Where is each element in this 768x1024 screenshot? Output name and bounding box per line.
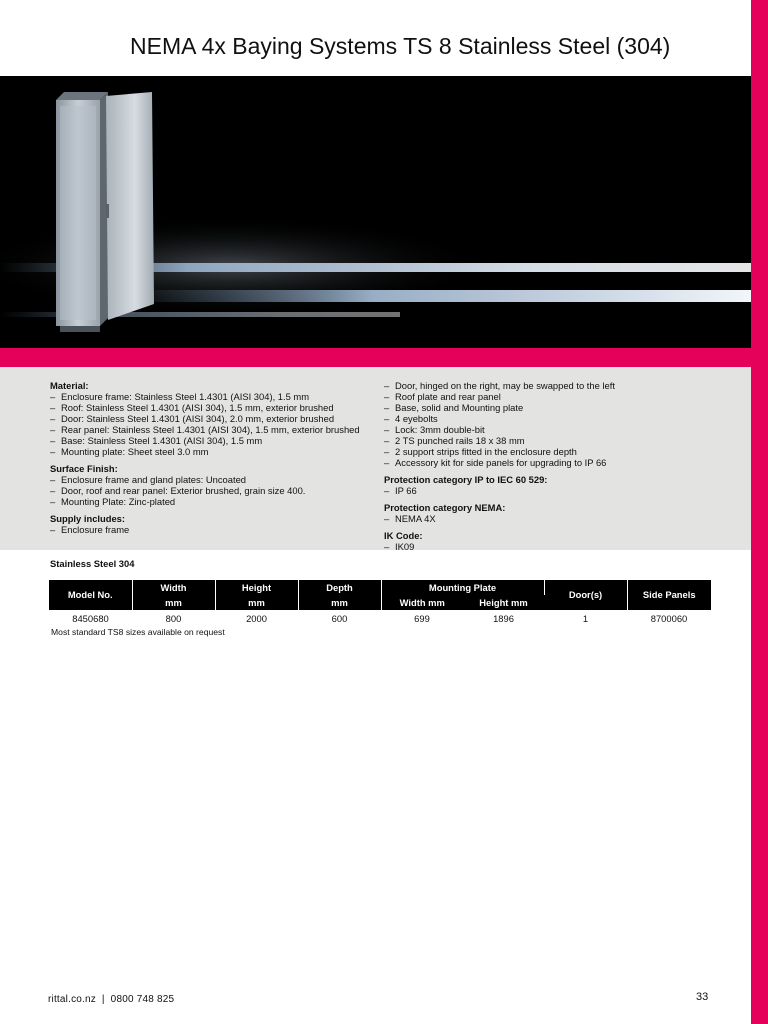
cell-width: 800 [165, 612, 182, 624]
header-depth: Depth [298, 580, 381, 595]
header-mounting-plate: Mounting Plate [381, 580, 544, 595]
list-item: – Roof plate and rear panel [384, 391, 734, 402]
specs-right-column [384, 380, 734, 552]
material-title: Material: [50, 380, 89, 391]
accent-stripe [0, 348, 751, 367]
list-item: – Mounting Plate: Zinc-plated [50, 496, 370, 507]
supply-list-part1 [50, 524, 370, 535]
list-item: – Mounting plate: Sheet steel 3.0 mm [50, 446, 370, 457]
protection-nema-list [384, 513, 734, 524]
list-item: – Base, solid and Mounting plate [384, 402, 734, 413]
list-item: – IP 66 [384, 485, 734, 496]
list-item: – Accessory kit for side panels for upgrading to IP 66 [384, 457, 734, 468]
protection-ip-title: Protection category IP to IEC 60 529: [384, 474, 548, 485]
material-list [50, 391, 370, 457]
supply-list-part2 [384, 380, 734, 468]
header-height-unit: mm [215, 595, 298, 610]
list-item: – Enclosure frame [50, 524, 370, 535]
list-item: – 2 support strips fitted in the enclosure depth [384, 446, 734, 457]
header-width-unit: mm [132, 595, 215, 610]
surface-finish-title: Surface Finish: [50, 463, 118, 474]
stainless-steel-enclosure-photo [0, 76, 751, 348]
header-model: Model No. [49, 580, 132, 610]
supply-includes-title: Supply includes: [50, 513, 126, 524]
list-item: – Lock: 3mm double-bit [384, 424, 734, 435]
table-note: Most standard TS8 sizes available on request [51, 627, 225, 637]
product-table [49, 580, 711, 626]
list-item: – Enclosure frame: Stainless Steel 1.4301 (AISI 304), 1.5 mm [50, 391, 370, 402]
header-doors: Door(s) [544, 580, 627, 610]
list-item: – Enclosure frame and gland plates: Uncoated [50, 474, 370, 485]
cell-mp-width: 699 [414, 612, 430, 624]
ik-code-list [384, 541, 734, 552]
list-item: – 4 eyebolts [384, 413, 734, 424]
header-width: Width [132, 580, 215, 595]
table-row [49, 610, 711, 626]
list-item: – 2 TS punched rails 18 x 38 mm [384, 435, 734, 446]
cell-mp-height: 1896 [493, 612, 514, 624]
header-mp-height: Height mm [463, 595, 544, 610]
list-item: – Door, roof and rear panel: Exterior brushed, grain size 400. [50, 485, 370, 496]
list-item: – Roof: Stainless Steel 1.4301 (AISI 304), 1.5 mm, exterior brushed [50, 402, 370, 413]
ik-code-title: IK Code: [384, 530, 423, 541]
header-height: Height [215, 580, 298, 595]
page-title: NEMA 4x Baying Systems TS 8 Stainless Steel (304) [130, 33, 671, 59]
cell-depth: 600 [331, 612, 348, 624]
header-depth-unit: mm [298, 595, 381, 610]
list-item: – Door: Stainless Steel 1.4301 (AISI 304), 2.0 mm, exterior brushed [50, 413, 370, 424]
list-item: – Rear panel: Stainless Steel 1.4301 (AISI 304), 1.5 mm, exterior brushed [50, 424, 370, 435]
list-item: – Door, hinged on the right, may be swapped to the left [384, 380, 734, 391]
cell-doors: 1 [582, 612, 589, 624]
list-item: – Base: Stainless Steel 1.4301 (AISI 304), 1.5 mm [50, 435, 370, 446]
cell-height: 2000 [246, 612, 267, 624]
protection-ip-list [384, 485, 734, 496]
accent-side-bar [751, 0, 768, 1024]
protection-nema-title: Protection category NEMA: [384, 502, 506, 513]
specs-left-column [50, 380, 370, 535]
cell-model: 8450680 [72, 612, 109, 624]
page-number: 33 [696, 991, 709, 1003]
header-mp-width: Width mm [381, 595, 463, 610]
hero-image [0, 76, 751, 348]
table-title: Stainless Steel 304 [50, 558, 135, 569]
footer-contact: rittal.co.nz | 0800 748 825 [48, 994, 175, 1005]
surface-finish-list [50, 474, 370, 507]
header-side-panels: Side Panels [627, 580, 711, 610]
list-item: – IK09 [384, 541, 734, 552]
cell-side-panels: 8700060 [650, 612, 688, 624]
specifications-panel [0, 367, 751, 550]
list-item: – NEMA 4X [384, 513, 734, 524]
